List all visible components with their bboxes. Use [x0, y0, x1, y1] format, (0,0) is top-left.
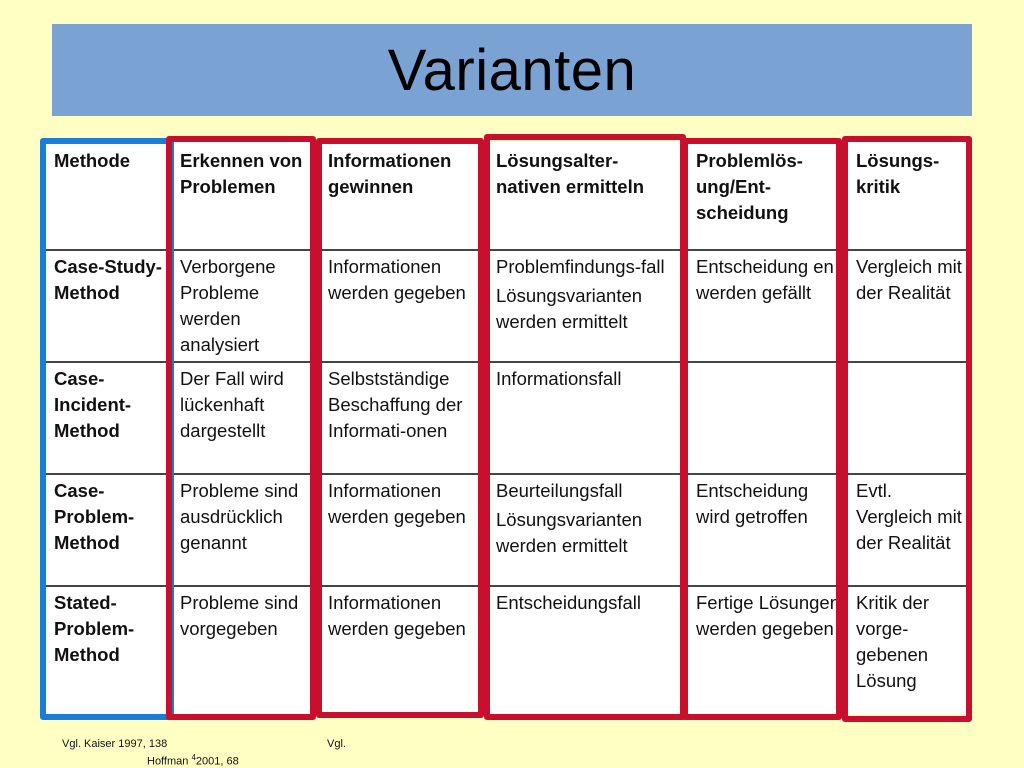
- cell-text: Probleme sind vorgegeben: [180, 592, 299, 639]
- header-label: Lösungs-kritik: [856, 150, 940, 197]
- cell-text: Entscheidungsfall: [496, 592, 642, 613]
- header-label: Problemlös-ung/Ent-scheidung: [696, 150, 803, 223]
- header-label: Erkennen von Problemen: [180, 150, 303, 197]
- footer-reference-kaiser: Vgl. Kaiser 1997, 138: [62, 738, 168, 750]
- header-label: Informationen gewinnen: [328, 150, 452, 197]
- cell-text: Probleme sind ausdrücklich genannt: [180, 480, 299, 553]
- cell-text: Informationen werden gegeben: [328, 592, 466, 639]
- cell-text: Informationsfall: [496, 368, 622, 389]
- cell-text: Lösungsvarianten werden ermittelt: [496, 509, 643, 556]
- footer-reference-prefix: Vgl.: [327, 738, 346, 750]
- cell-text: Kritik der vorge-gebenen Lösung: [856, 592, 929, 691]
- header-label: Lösungsalter-nativen ermitteln: [496, 150, 645, 197]
- slide-title: Varianten: [387, 37, 637, 103]
- method-label: Case-Study-Method: [54, 256, 162, 303]
- phase-column-outline: [682, 138, 842, 720]
- cell-text: Problemfindungs-fall: [496, 256, 665, 277]
- cell-text: Entscheidung en werden gefällt: [696, 256, 834, 303]
- method-label: Case-Incident-Method: [54, 368, 132, 441]
- header-label: Methode: [54, 150, 131, 171]
- cell-text: Selbstständige Beschaffung der Informati-onen: [328, 368, 463, 441]
- cell-text: Vergleich mit der Realität: [856, 256, 962, 303]
- phase-column-outline: [842, 136, 972, 722]
- cell-text: Entscheidung wird getroffen: [696, 480, 809, 527]
- phase-column-outline: [166, 136, 316, 720]
- cell-text: Fertige Lösungen werden gegeben: [696, 592, 840, 639]
- cell-text: Informationen werden gegeben: [328, 256, 466, 303]
- footer-reference-hoffman: [147, 753, 239, 768]
- method-label: Stated-Problem-Method: [54, 592, 135, 665]
- cell-text: Verborgene Probleme werden analysiert: [180, 256, 276, 355]
- cell-text: Informationen werden gegeben: [328, 480, 466, 527]
- cell-text: Beurteilungsfall: [496, 480, 623, 501]
- footer-hoffman-edition: 4: [191, 753, 196, 762]
- phase-column-outline: [484, 134, 686, 720]
- cell-text: Evtl. Vergleich mit der Realität: [856, 480, 962, 553]
- method-label: Case-Problem-Method: [54, 480, 135, 553]
- phase-column-outline: [316, 138, 484, 718]
- method-column-outline: [40, 138, 174, 720]
- title-bar: [52, 24, 972, 116]
- cell-text: Der Fall wird lückenhaft dargestellt: [180, 368, 284, 441]
- cell-text: Lösungsvarianten werden ermittelt: [496, 285, 643, 332]
- footer-hoffman-year: 2001, 68: [195, 755, 239, 768]
- footer-hoffman-author: Hoffman: [147, 755, 189, 768]
